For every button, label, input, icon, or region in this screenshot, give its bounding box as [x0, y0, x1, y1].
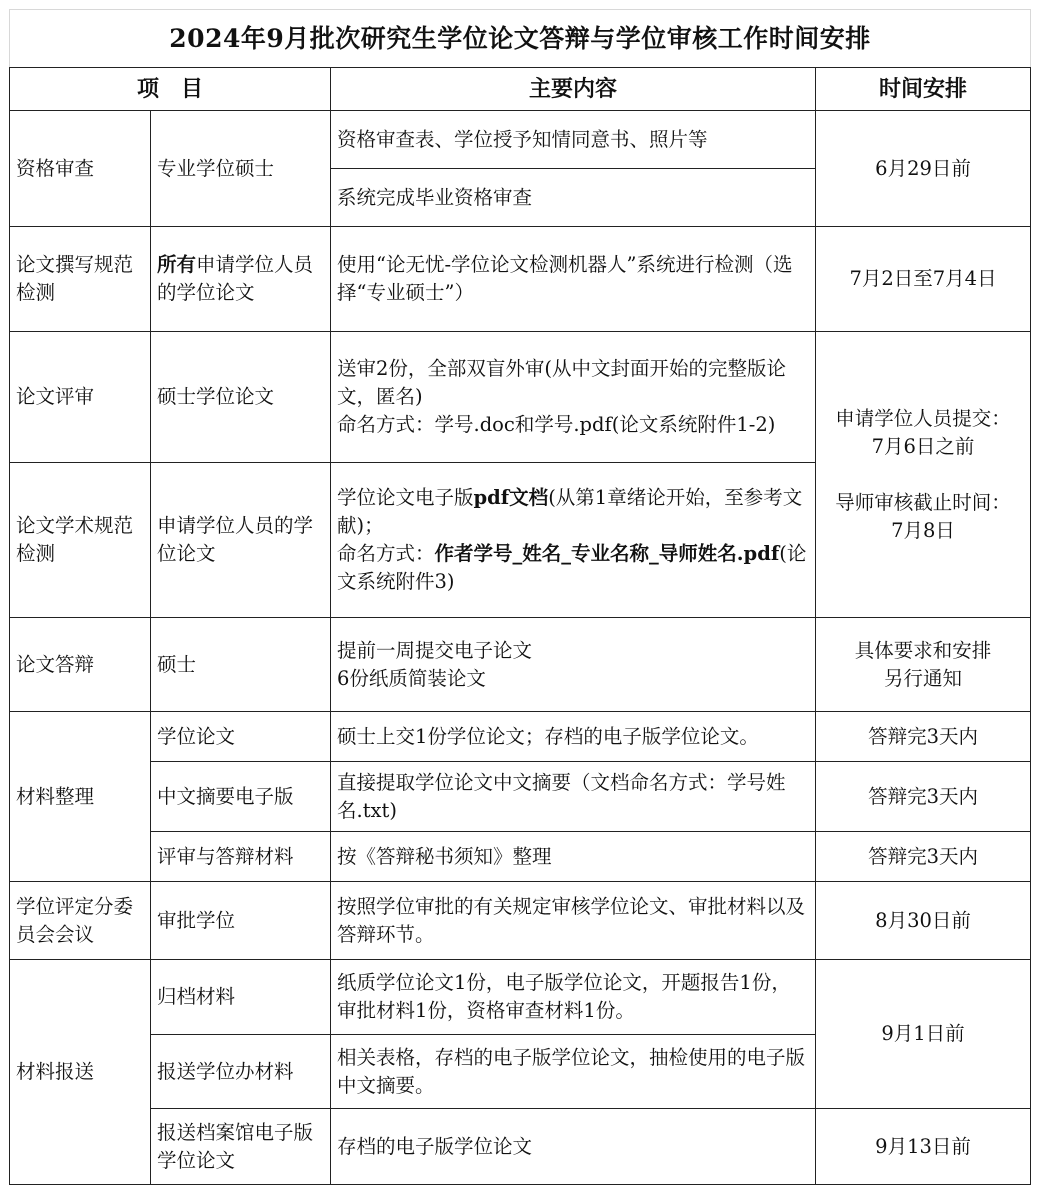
cell-content: 存档的电子版学位论文 — [331, 1109, 816, 1185]
cell-content: 资格审查表、学位授予知情同意书、照片等 — [331, 111, 816, 169]
cell-content — [331, 618, 816, 712]
header-content: 主要内容 — [331, 68, 816, 111]
row-sub: 中文摘要电子版 — [151, 762, 331, 832]
row-sub: 评审与答辩材料 — [151, 832, 331, 882]
content-line: 命名方式：学号.doc和学号.pdf(论文系统附件1-2) — [337, 413, 776, 436]
time-line: 具体要求和安排 — [854, 638, 992, 662]
cell-time: 6月29日前 — [816, 111, 1031, 227]
cell-content: 按《答辩秘书须知》整理 — [331, 832, 816, 882]
cell-time: 8月30日前 — [816, 882, 1031, 960]
cell-content: 相关表格，存档的电子版学位论文，抽检使用的电子版中文摘要。 — [331, 1035, 816, 1109]
page-title: 2024年9月批次研究生学位论文答辩与学位审核工作时间安排 — [10, 10, 1031, 68]
row-sub: 学位论文 — [151, 712, 331, 762]
cell-time: 9月1日前 — [816, 960, 1031, 1109]
row-label-review: 论文评审 — [10, 332, 151, 463]
row-label-committee: 学位评定分委员会会议 — [10, 882, 151, 960]
content-text: 命名方式： — [337, 542, 435, 565]
row-label-qualification: 资格审查 — [10, 111, 151, 227]
cell-content: 系统完成毕业资格审查 — [331, 169, 816, 227]
row-label-defense: 论文答辩 — [10, 618, 151, 712]
row-sub-defense: 硕士 — [151, 618, 331, 712]
row-sub-qualification: 专业学位硕士 — [151, 111, 331, 227]
row-sub-academic: 申请学位人员的学位论文 — [151, 463, 331, 618]
cell-time-review — [816, 332, 1031, 618]
cell-time: 9月13日前 — [816, 1109, 1031, 1185]
header-item: 项 目 — [10, 68, 331, 111]
sub-text: 申请学位人员的学位论文 — [157, 253, 314, 304]
cell-content — [331, 332, 816, 463]
cell-content: 直接提取学位论文中文摘要（文档命名方式：学号姓名.txt) — [331, 762, 816, 832]
cell-content: 硕士上交1份学位论文；存档的电子版学位论文。 — [331, 712, 816, 762]
content-line: 送审2份，全部双盲外审(从中文封面开始的完整版论文，匿名) — [337, 357, 787, 408]
row-sub-spec-check — [151, 227, 331, 332]
content-text: (从第1章绪论开始，至参考文献)； — [337, 486, 803, 537]
cell-time: 答辩完3天内 — [816, 712, 1031, 762]
content-text: (论文系统附件3) — [337, 542, 807, 593]
row-label-academic: 论文学术规范检测 — [10, 463, 151, 618]
row-sub: 报送学位办材料 — [151, 1035, 331, 1109]
content-text: 学位论文电子版 — [337, 486, 474, 509]
row-sub-review: 硕士学位论文 — [151, 332, 331, 463]
header-time: 时间安排 — [816, 68, 1031, 111]
emphasis-text: 作者学号_姓名_专业名称_导师姓名.pdf — [434, 542, 780, 565]
row-sub-committee: 审批学位 — [151, 882, 331, 960]
cell-content: 纸质学位论文1份，电子版学位论文，开题报告1份，审批材料1份，资格审查材料1份。 — [331, 960, 816, 1035]
time-line: 申请学位人员提交： — [835, 406, 1011, 430]
time-line: 导师审核截止时间： — [835, 490, 1011, 514]
row-sub: 归档材料 — [151, 960, 331, 1035]
emphasis-text: pdf文档 — [473, 486, 549, 509]
schedule-table — [9, 9, 1031, 1185]
content-line: 6份纸质简装论文 — [337, 666, 486, 690]
row-label-spec-check: 论文撰写规范检测 — [10, 227, 151, 332]
row-label-materials: 材料整理 — [10, 712, 151, 882]
cell-content: 按照学位审批的有关规定审核学位论文、审批材料以及答辩环节。 — [331, 882, 816, 960]
cell-time — [816, 618, 1031, 712]
row-sub: 报送档案馆电子版学位论文 — [151, 1109, 331, 1185]
time-line: 另行通知 — [884, 666, 963, 690]
row-label-submit: 材料报送 — [10, 960, 151, 1185]
cell-content — [331, 463, 816, 618]
content-line: 提前一周提交电子论文 — [337, 638, 533, 662]
cell-content: 使用“论无忧-学位论文检测机器人”系统进行检测（选择“专业硕士”） — [331, 227, 816, 332]
time-line: 7月8日 — [891, 518, 955, 542]
time-line: 7月6日之前 — [871, 434, 975, 458]
cell-time: 答辩完3天内 — [816, 832, 1031, 882]
cell-time: 答辩完3天内 — [816, 762, 1031, 832]
cell-time: 7月2日至7月4日 — [816, 227, 1031, 332]
emphasis-text: 所有 — [157, 253, 197, 276]
